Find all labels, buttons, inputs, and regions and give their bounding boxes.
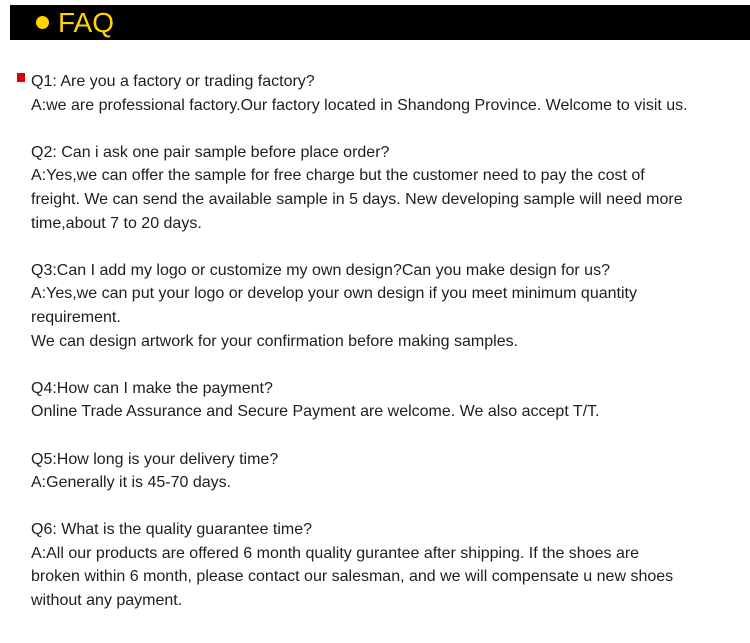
faq-answer-line: time,about 7 to 20 days. [31, 214, 202, 232]
faq-answer-line: Online Trade Assurance and Secure Payment are welcome. We also accept T/T. [31, 403, 600, 421]
faq-item-q2 [31, 141, 747, 235]
faq-question: Q3:Can I add my logo or customize my own design?Can you make design for us? [31, 261, 610, 279]
faq-header-bar [10, 5, 750, 40]
faq-question: Q1: Are you a factory or trading factory? [31, 73, 315, 90]
faq-answer-line: broken within 6 month, please contact our salesman, and we will compensate u new shoes [31, 568, 674, 586]
faq-question: Q5:How long is your delivery time? [31, 450, 279, 468]
faq-list [31, 70, 747, 636]
faq-answer-line: We can design artwork for your confirmation before making samples. [31, 332, 519, 350]
faq-question: Q6: What is the quality guarantee time? [31, 521, 313, 539]
faq-answer-line: A:All our products are offered 6 month quality gurantee after shipping. If the shoes are [31, 544, 640, 562]
page-title: FAQ [58, 7, 115, 38]
faq-item-q3 [31, 259, 747, 353]
faq-answer-line: A:Generally it is 45-70 days. [31, 474, 232, 492]
faq-question: Q2: Can i ask one pair sample before place order? [31, 143, 390, 161]
faq-answer-line: requirement. [31, 308, 121, 326]
faq-item-q1 [31, 70, 747, 117]
faq-item-q4 [31, 377, 747, 424]
faq-answer-line: without any payment. [31, 592, 183, 610]
faq-answer-line: A:Yes,we can put your logo or develop your own design if you meet minimum quantity [31, 285, 637, 303]
faq-item-q5 [31, 448, 747, 495]
faq-item-q6 [31, 518, 747, 612]
faq-question: Q4:How can I make the payment? [31, 379, 273, 397]
faq-answer-line: A:Yes,we can offer the sample for free charge but the customer need to pay the cost of [31, 167, 645, 185]
circle-bullet-icon [36, 16, 49, 29]
faq-answer-line: freight. We can send the available sample in 5 days. New developing sample will need more [31, 190, 683, 208]
red-square-marker-icon [17, 73, 25, 82]
faq-answer-line: A:we are professional factory.Our factory located in Shandong Province. Welcome to visit us. [31, 96, 688, 114]
